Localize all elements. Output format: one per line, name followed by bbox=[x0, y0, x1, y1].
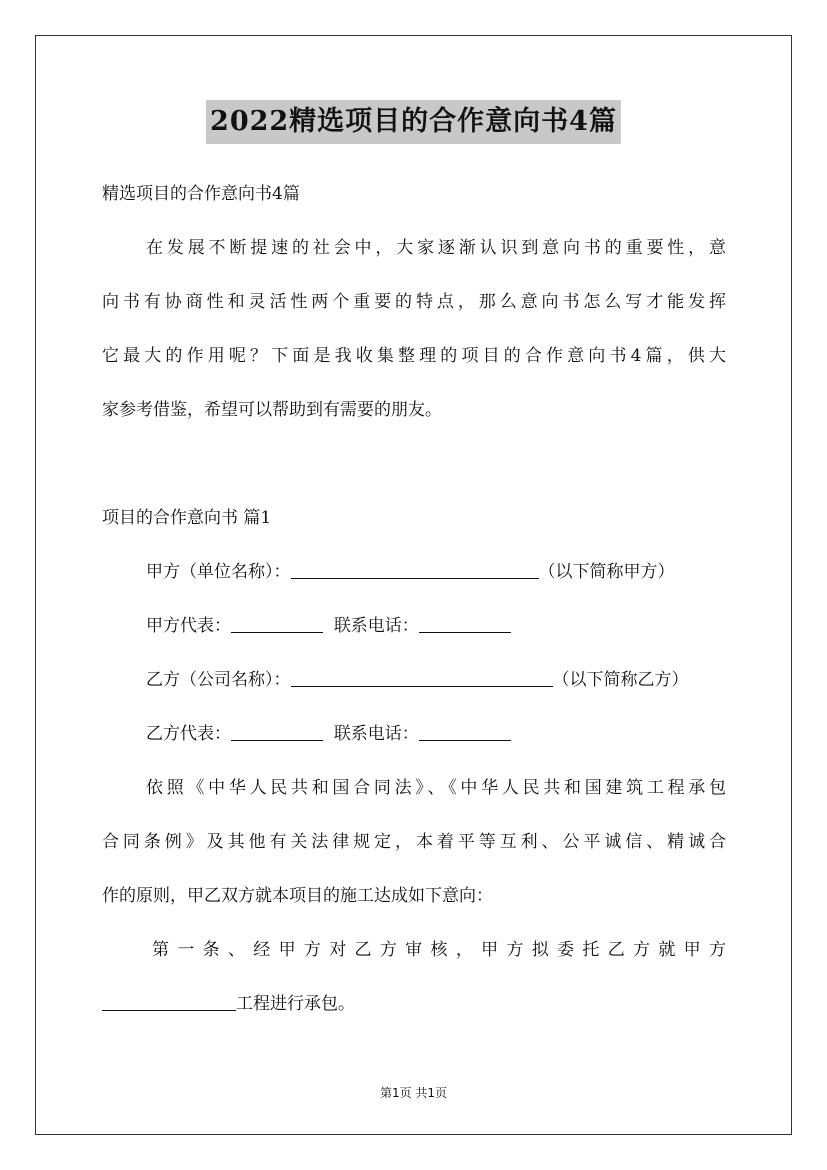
party-a-rep-line bbox=[146, 614, 511, 638]
party-a-name-blank[interactable] bbox=[291, 560, 539, 579]
document-title: 2022精选项目的合作意向书4篇 bbox=[206, 100, 621, 144]
party-b-phone-label: 联系电话： bbox=[333, 724, 419, 744]
party-b-rep-line bbox=[146, 722, 511, 746]
party-b-rep-blank[interactable] bbox=[231, 722, 323, 741]
article1-line-2 bbox=[102, 992, 355, 1016]
party-b-name-blank[interactable] bbox=[291, 668, 553, 687]
basis-line-1: 依照《中华人民共和国合同法》、《中华人民共和国建筑工程承包 bbox=[146, 778, 726, 798]
page-footer: 第1页 共1页 bbox=[379, 1086, 448, 1100]
party-b-suffix: （以下简称乙方） bbox=[552, 670, 689, 690]
intro-line-3: 它最大的作用呢？下面是我收集整理的项目的合作意向书4篇，供大 bbox=[102, 346, 726, 366]
project-name-blank[interactable] bbox=[102, 992, 236, 1011]
subtitle: 精选项目的合作意向书4篇 bbox=[102, 184, 300, 204]
section-heading: 项目的合作意向书 篇1 bbox=[102, 508, 272, 528]
article1-suffix: 工程进行承包。 bbox=[236, 994, 355, 1014]
party-a-label: 甲方（单位名称）： bbox=[146, 562, 291, 582]
party-a-line bbox=[146, 560, 675, 584]
basis-line-3: 作的原则，甲乙双方就本项目的施工达成如下意向： bbox=[102, 886, 493, 906]
party-a-rep-blank[interactable] bbox=[231, 614, 323, 633]
basis-line-2: 合同条例》及其他有关法律规定，本着平等互利、公平诚信、精诚合 bbox=[102, 832, 726, 852]
article1-line-1: 第一条、经甲方对乙方审核，甲方拟委托乙方就甲方 bbox=[152, 940, 726, 960]
intro-line-1: 在发展不断提速的社会中，大家逐渐认识到意向书的重要性，意 bbox=[146, 238, 726, 258]
intro-line-2: 向书有协商性和灵活性两个重要的特点，那么意向书怎么写才能发挥 bbox=[102, 292, 726, 312]
title-container bbox=[0, 100, 827, 144]
party-b-label: 乙方（公司名称）： bbox=[146, 670, 291, 690]
party-a-phone-blank[interactable] bbox=[419, 614, 511, 633]
party-a-rep-label: 甲方代表： bbox=[146, 616, 231, 636]
party-a-suffix: （以下简称甲方） bbox=[538, 562, 675, 582]
intro-line-4: 家参考借鉴，希望可以帮助到有需要的朋友。 bbox=[102, 400, 442, 420]
party-b-phone-blank[interactable] bbox=[419, 722, 511, 741]
party-b-line bbox=[146, 668, 689, 692]
party-a-phone-label: 联系电话： bbox=[333, 616, 419, 636]
party-b-rep-label: 乙方代表： bbox=[146, 724, 231, 744]
